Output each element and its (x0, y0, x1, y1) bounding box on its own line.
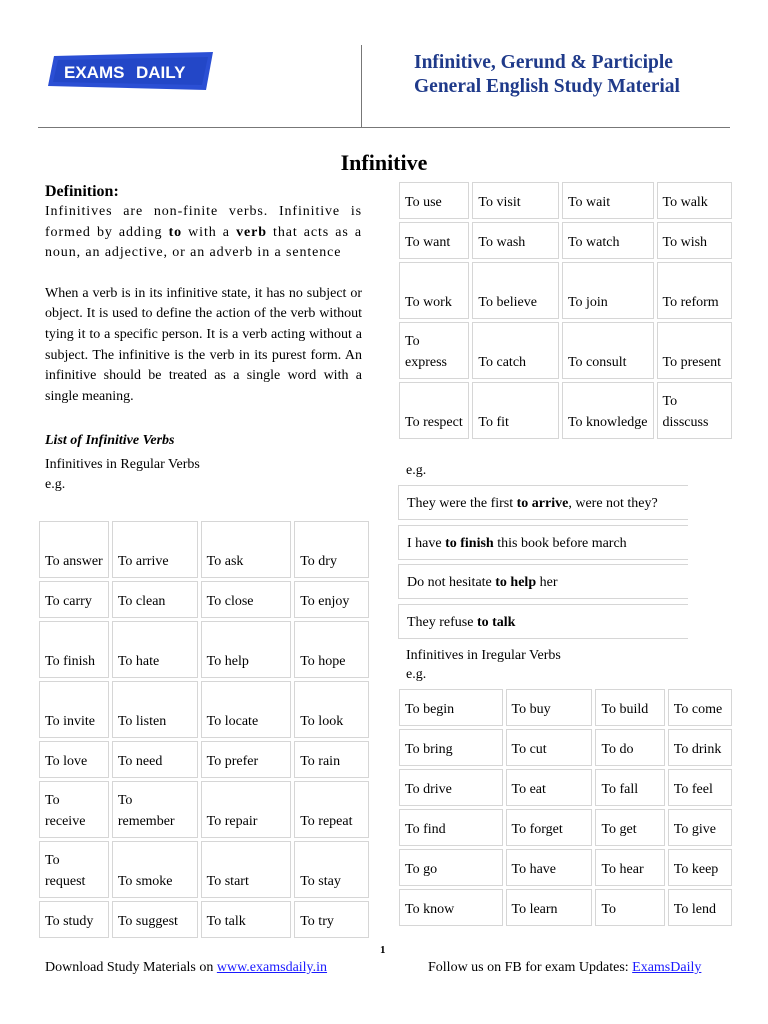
table-cell: To listen (112, 681, 198, 738)
table-cell: To close (201, 581, 292, 618)
definition-paragraph: Infinitives are non-finite verbs. Infinitive is formed by adding to with a verb that acts as a noun, an adjective, or an adverb in a sentence (45, 204, 362, 261)
table-cell: To love (39, 741, 109, 778)
table-cell: To knowledge (562, 382, 654, 439)
table-cell: To disscuss (657, 382, 732, 439)
page-title: Infinitive (340, 150, 428, 175)
table-cell: To request (39, 841, 109, 898)
website-link[interactable]: www.examsdaily.in (216, 960, 328, 975)
table-cell: To answer (39, 521, 109, 578)
example-sentence: They were the first to arrive, were not they? (398, 485, 688, 520)
table-cell: To drink (668, 729, 732, 766)
table-cell: To use (399, 182, 469, 219)
table-cell: To need (112, 741, 198, 778)
facebook-link[interactable]: ExamsDaily (632, 960, 702, 975)
table-cell: To drive (399, 769, 503, 806)
eg-label: e.g. (45, 477, 66, 493)
table-cell: To remember (112, 781, 198, 838)
regular-verbs-table (36, 518, 372, 941)
table-cell: To hate (112, 621, 198, 678)
page-number: 1 (380, 944, 386, 956)
table-row (39, 901, 369, 938)
table-cell: To ask (201, 521, 292, 578)
table-cell: To hear (595, 849, 664, 886)
table-row (39, 681, 369, 738)
header-title-line1: Infinitive, Gerund & Participle (414, 52, 673, 73)
header-title-line2: General English Study Material (414, 76, 680, 97)
table-cell: To hope (294, 621, 369, 678)
table-cell: To feel (668, 769, 732, 806)
table-cell: To help (201, 621, 292, 678)
definition-paragraph-2: When a verb is in its infinitive state, it has no subject or object. It is used to define the action of the verb without tying it to a specific person. It is a verb acting without a subject. The infinitive is the verb in its purest form. An infinitive should be treated as a single word with a single meaning. (45, 285, 362, 404)
table-cell: To fit (472, 382, 559, 439)
table-cell: To lend (668, 889, 732, 926)
definition-heading: Definition: (45, 183, 119, 200)
table-cell: To know (399, 889, 503, 926)
table-cell: To start (201, 841, 292, 898)
table-cell: To look (294, 681, 369, 738)
table-cell: To fall (595, 769, 664, 806)
table-row (399, 262, 732, 319)
table-cell: To respect (399, 382, 469, 439)
table-cell: To want (399, 222, 469, 259)
table-row (39, 521, 369, 578)
header-divider (361, 45, 362, 127)
table-cell: To carry (39, 581, 109, 618)
table-cell: To buy (506, 689, 593, 726)
table-cell: To arrive (112, 521, 198, 578)
table-cell: To locate (201, 681, 292, 738)
footer-left: Download Study Materials on www.examsdaily.in (45, 960, 328, 975)
table-row (399, 729, 732, 766)
table-cell: To invite (39, 681, 109, 738)
left-column (45, 182, 362, 495)
infinitive-verbs-table (396, 179, 735, 442)
header-rule (38, 127, 730, 128)
irregular-verbs-table (396, 686, 735, 929)
example-sentences (398, 485, 688, 643)
table-cell: To keep (668, 849, 732, 886)
list-title: List of Infinitive Verbs (45, 433, 175, 449)
table-cell: To reform (657, 262, 732, 319)
table-cell: To watch (562, 222, 654, 259)
table-cell: To talk (201, 901, 292, 938)
table-row (399, 182, 732, 219)
table-row (39, 621, 369, 678)
table-cell: To give (668, 809, 732, 846)
table-cell: To smoke (112, 841, 198, 898)
table-cell: To join (562, 262, 654, 319)
table-cell: To go (399, 849, 503, 886)
table-row (399, 809, 732, 846)
table-cell: To enjoy (294, 581, 369, 618)
table-cell: To dry (294, 521, 369, 578)
table-cell: To come (668, 689, 732, 726)
example-sentence: I have to finish this book before march (398, 525, 688, 560)
table-cell: To catch (472, 322, 559, 379)
table-cell: To (595, 889, 664, 926)
table-cell: To cut (506, 729, 593, 766)
table-cell: To consult (562, 322, 654, 379)
table-cell: To express (399, 322, 469, 379)
table-row (399, 382, 732, 439)
table-cell: To finish (39, 621, 109, 678)
table-cell: To build (595, 689, 664, 726)
eg-label: e.g. (406, 667, 427, 682)
table-cell: To repeat (294, 781, 369, 838)
table-row (399, 322, 732, 379)
table-row (39, 581, 369, 618)
table-cell: To find (399, 809, 503, 846)
table-cell: To suggest (112, 901, 198, 938)
table-cell: To prefer (201, 741, 292, 778)
table-cell: To wait (562, 182, 654, 219)
table-cell: To wish (657, 222, 732, 259)
table-cell: To try (294, 901, 369, 938)
regular-verbs-title: Infinitives in Regular Verbs (45, 457, 200, 473)
table-row (399, 889, 732, 926)
logo-text-exams: EXAMS (64, 63, 125, 82)
example-sentence: They refuse to talk (398, 604, 688, 639)
table-cell: To eat (506, 769, 593, 806)
footer-right: Follow us on FB for exam Updates: ExamsDaily (428, 960, 702, 975)
table-cell: To study (39, 901, 109, 938)
examsdaily-logo (48, 52, 213, 90)
table-row (399, 849, 732, 886)
table-cell: To present (657, 322, 732, 379)
table-row (399, 222, 732, 259)
table-cell: To work (399, 262, 469, 319)
table-row (39, 741, 369, 778)
table-cell: To rain (294, 741, 369, 778)
table-cell: To receive (39, 781, 109, 838)
table-row (39, 781, 369, 838)
table-cell: To learn (506, 889, 593, 926)
table-cell: To get (595, 809, 664, 846)
table-cell: To clean (112, 581, 198, 618)
table-cell: To do (595, 729, 664, 766)
header-title (414, 51, 680, 99)
table-cell: To stay (294, 841, 369, 898)
table-cell: To bring (399, 729, 503, 766)
table-cell: To believe (472, 262, 559, 319)
table-cell: To wash (472, 222, 559, 259)
logo-text-daily: DAILY (136, 63, 186, 82)
irregular-verbs-title: Infinitives in Iregular Verbs (406, 648, 561, 663)
eg-label: e.g. (406, 463, 427, 478)
example-sentence: Do not hesitate to help her (398, 564, 688, 599)
table-cell: To begin (399, 689, 503, 726)
table-cell: To forget (506, 809, 593, 846)
table-row (39, 841, 369, 898)
table-row (399, 689, 732, 726)
table-cell: To have (506, 849, 593, 886)
table-cell: To walk (657, 182, 732, 219)
table-cell: To repair (201, 781, 292, 838)
table-cell: To visit (472, 182, 559, 219)
table-row (399, 769, 732, 806)
